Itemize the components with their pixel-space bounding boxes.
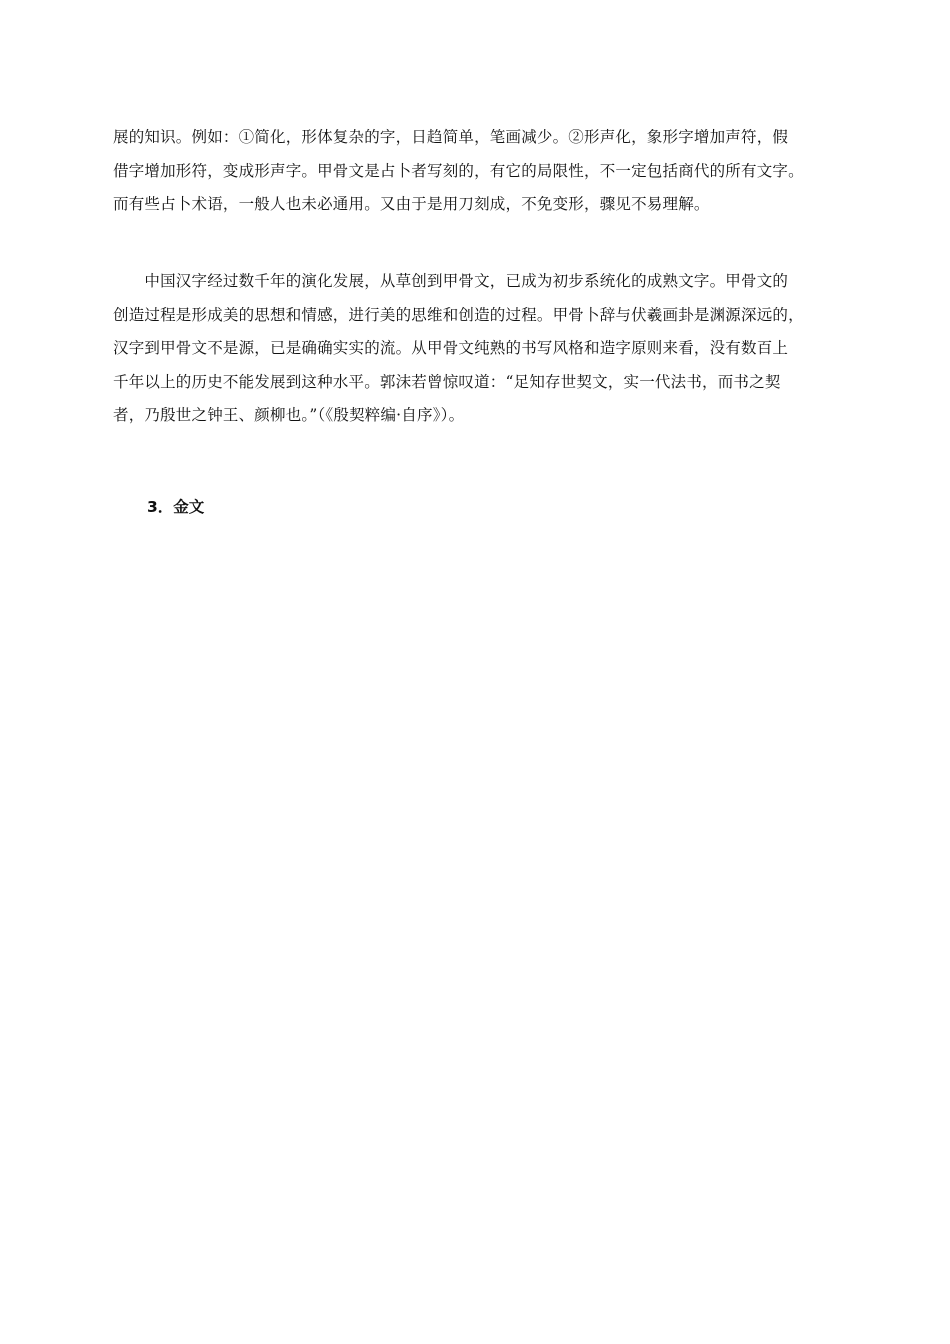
paragraph-2-line-1: 中国汉字经过数千年的演化发展，从草创到甲骨文，已成为初步系统化的成熟文字。甲骨文的	[113, 272, 789, 290]
paragraph-1-line-1: 展的知识。例如：①简化，形体复杂的字，日趋简单，笔画减少。②形声化，象形字增加声符，假	[113, 128, 789, 146]
paragraph-2	[113, 265, 839, 433]
paragraph-1	[113, 121, 839, 222]
section-heading: 3．金文	[147, 498, 205, 516]
paragraph-2-line-3: 汉字到甲骨文不是源，已是确确实实的流。从甲骨文纯熟的书写风格和造字原则来看，没有数百上	[113, 339, 789, 357]
paragraph-2-line-2: 创造过程是形成美的思想和情感，进行美的思维和创造的过程。甲骨卜辞与伏羲画卦是渊源深远的，	[113, 305, 804, 324]
paragraph-2-line-4: 千年以上的历史不能发展到这种水平。郭沫若曾惊叹道：“足知存世契文，实一代法书，而书之契	[113, 372, 781, 391]
paragraph-1-line-3: 而有些占卜术语，一般人也未必通用。又由于是用刀刻成，不免变形，骤见不易理解。	[113, 195, 710, 213]
paragraph-2-line-5: 者，乃殷世之钟王、颜柳也。”（《殷契粹编·自序》）。	[113, 406, 465, 424]
paragraph-1-line-2: 借字增加形符，变成形声字。甲骨文是占卜者写刻的，有它的局限性，不一定包括商代的所有文字。	[113, 161, 804, 180]
